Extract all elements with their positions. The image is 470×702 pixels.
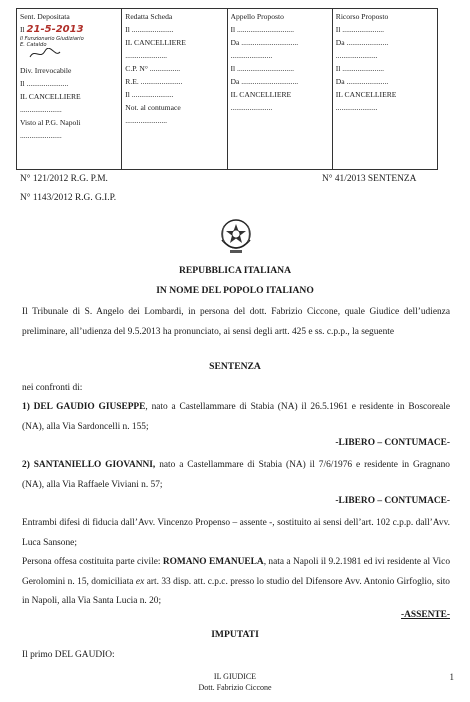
dots: ......................: [20, 131, 62, 140]
ex-word: ex: [135, 576, 145, 587]
col-title: Redatta Scheda: [125, 12, 173, 21]
defendant-2: [22, 456, 450, 495]
heading-sentenza: SENTENZA: [209, 361, 261, 372]
defendant-number: 2): [22, 460, 30, 470]
dots: ......................: [335, 51, 378, 60]
dots: ......................: [20, 105, 62, 114]
difesa-paragraph: Entrambi difesi di fiducia dall’Avv. Vincenzo Propenso – assente -, sostituito ai sensi dell’art. 102 c.p.p. dall’Avv. Luca Sansone;: [22, 518, 450, 548]
parte-civile-prefix: Persona offesa costituita parte civile:: [22, 557, 163, 567]
il-field: Il ..............................: [230, 64, 294, 73]
da-field: Da ......................: [335, 77, 389, 86]
defendant-2-status: -LIBERO – CONTUMACE-: [335, 496, 450, 506]
heading-repubblica: REPUBBLICA ITALIANA: [178, 265, 292, 276]
cancelliere-label: IL CANCELLIERE: [230, 90, 292, 99]
primo-imputato-label: Il primo DEL GAUDIO:: [22, 650, 115, 660]
signature-icon: [20, 48, 118, 64]
heading-imputati: IMPUTATI: [211, 629, 259, 640]
il-field: Il ......................: [125, 90, 174, 99]
header-grid: [16, 8, 438, 170]
parte-civile-name: ROMANO EMANUELA: [162, 557, 264, 567]
dots: ......................: [230, 51, 273, 60]
defendant-details: nato a Castellammare di Stabia (NA) il 7/6/1976 e residente in Gragnano (NA), alla Via Raffaele Viviani n. 57;: [22, 460, 450, 490]
rg-gip-number: N° 1143/2012 R.G. G.I.P.: [20, 193, 117, 203]
col-title: Appello Proposto: [230, 12, 284, 21]
dots: ......................: [335, 103, 378, 112]
dots: ......................: [125, 116, 168, 125]
il-field: Il ......................: [20, 79, 69, 88]
parte-civile-details-2: art. 33 disp. att. c.p.c. presso lo studio del Difensore Avv. Antonio Girfoglio, sito in Napoli, alla Via Santa Lucia n. 20;: [22, 576, 450, 606]
dots: ......................: [125, 51, 168, 60]
defendant-number: 1): [22, 402, 30, 412]
il-field: Il ..............................: [230, 25, 294, 34]
parte-civile-details: , nata a Napoli il 9.2.1981 ed ivi residente al Vico Gerolomini n. 15, domiciliata: [22, 557, 451, 587]
col-title: Ricorso Proposto: [335, 12, 389, 21]
contumace-label: Not. al contumace: [125, 103, 181, 112]
da-field: Da ..............................: [230, 38, 299, 47]
cp-field: C.P. N° ................: [125, 64, 181, 73]
defendant-name: SANTANIELLO GIOVANNI,: [33, 460, 156, 470]
stamp-text: Il Funzionario Giudiziario: [20, 36, 84, 42]
rg-pm-number: N° 121/2012 R.G. P.M.: [20, 174, 108, 184]
cancelliere-label: IL CANCELLIERE: [125, 38, 186, 47]
parte-civile-paragraph: [22, 553, 450, 612]
grid-col-appello-proposto: [228, 9, 333, 169]
italian-republic-emblem-icon: [217, 214, 255, 256]
cancelliere-label: IL CANCELLIERE: [335, 90, 397, 99]
il-field: Il ......................: [125, 25, 174, 34]
il-field: Il ......................: [335, 64, 385, 73]
grid-col-redatta-scheda: [122, 9, 227, 169]
il-field: Il ......................: [335, 25, 385, 34]
page-number: 1: [449, 672, 454, 682]
sentenza-number: N° 41/2013 SENTENZA: [322, 174, 417, 184]
dots: ......................: [230, 103, 273, 112]
visto-label: Visto al P.G. Napoli: [20, 118, 81, 127]
handwritten-date: 21-5-2013: [26, 24, 84, 35]
intro-paragraph: Il Tribunale di S. Angelo dei Lombardi, in persona del dott. Fabrizio Ciccone, quale Giudice dell’udienza preliminare, all’udienza del 9.5.2013 ha pronunciato, ai sensi degli artt. 425 e ss. c.p.p., la seguente: [22, 307, 450, 337]
col-title: Sent. Depositata: [20, 12, 70, 21]
footer-judge-name: Dott. Fabrizio Ciccone: [198, 683, 272, 692]
stamp-name: E. Cataldo: [20, 42, 47, 48]
defendant-name: DEL GAUDIO GIUSEPPE: [33, 402, 146, 412]
da-field: Da ......................: [335, 38, 389, 47]
heading-nome-popolo: IN NOME DEL POPOLO ITALIANO: [156, 285, 314, 296]
date-row: Il 21-5-2013: [20, 24, 84, 35]
footer-judge-title: IL GIUDICE: [213, 672, 257, 681]
defendant-details: , nato a Castellammare di Stabia (NA) il 26.5.1961 e residente in Boscoreale (NA), alla Via Sardoncelli n. 155;: [22, 402, 451, 432]
confronti-label: nei confronti di:: [22, 383, 83, 393]
defendant-1-status: -LIBERO – CONTUMACE-: [335, 438, 450, 448]
grid-col-ricorso-proposto: [333, 9, 437, 169]
grid-col-sent-depositata: [17, 9, 122, 169]
parte-civile-status: -ASSENTE-: [401, 610, 450, 620]
div-irrevocabile: Div. Irrevocabile: [20, 66, 72, 75]
re-field: R.E. ......................: [125, 77, 183, 86]
da-field: Da ..............................: [230, 77, 299, 86]
defendant-1: [22, 398, 450, 437]
cancelliere-label: IL CANCELLIERE: [20, 92, 81, 101]
